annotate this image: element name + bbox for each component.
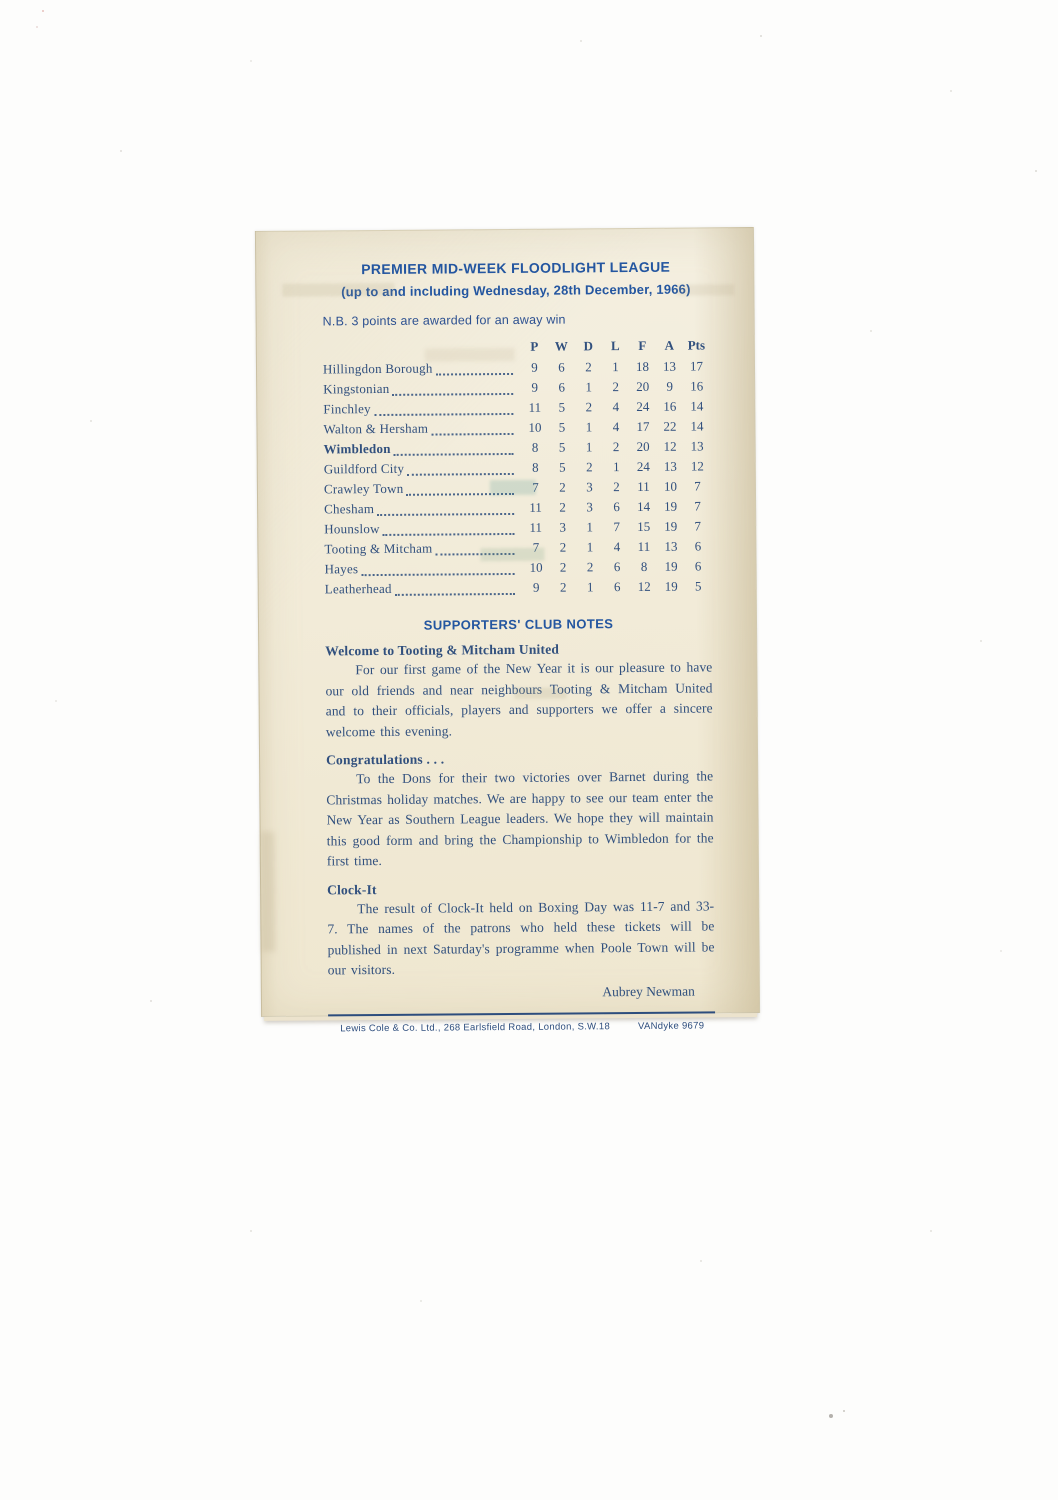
stat-lost: 4 — [613, 539, 621, 555]
stat-played: 7 — [532, 479, 539, 495]
stat-played: 11 — [528, 399, 542, 415]
stat-won: 5 — [558, 419, 566, 435]
stat-drawn: 1 — [585, 419, 593, 435]
stat-against: 16 — [663, 398, 677, 414]
stat-for: 11 — [637, 478, 650, 494]
stat-lost: 4 — [612, 419, 620, 435]
stat-drawn: 1 — [585, 439, 593, 455]
dotted-leader — [407, 472, 514, 476]
league-table — [323, 337, 712, 601]
printer-phone: VANdyke 9679 — [637, 1019, 705, 1032]
stat-against: 12 — [663, 438, 677, 454]
footer-divider — [328, 1011, 715, 1016]
team-name: Kingstonian — [323, 380, 390, 397]
col-header-points: Pts — [687, 337, 706, 353]
stat-lost: 2 — [613, 479, 620, 495]
stat-played: 7 — [532, 539, 540, 555]
stat-won: 2 — [559, 579, 567, 595]
dotted-leader — [377, 512, 514, 516]
stat-for: 24 — [636, 458, 650, 474]
stat-points: 14 — [690, 398, 704, 414]
dotted-leader — [394, 452, 514, 456]
dotted-leader — [431, 432, 513, 436]
notes-section-clock-it — [327, 879, 715, 981]
stat-for: 15 — [637, 518, 651, 534]
stat-played: 9 — [532, 579, 540, 595]
dotted-leader — [395, 592, 515, 596]
section-title: Clock-It — [327, 881, 377, 897]
header-spacer — [323, 351, 521, 353]
stat-against: 19 — [664, 498, 678, 514]
stat-played: 8 — [531, 439, 539, 455]
stat-played: 9 — [531, 379, 538, 395]
stat-lost: 2 — [612, 379, 619, 395]
stat-against: 19 — [664, 558, 678, 574]
stat-for: 24 — [636, 398, 650, 414]
stat-won: 6 — [558, 379, 565, 395]
team-name: Hayes — [324, 561, 359, 577]
notes-section-welcome — [325, 640, 713, 742]
stat-won: 5 — [558, 459, 566, 475]
stat-lost: 1 — [612, 459, 620, 475]
stat-won: 3 — [559, 519, 567, 535]
dotted-leader — [383, 532, 515, 536]
stat-drawn: 3 — [586, 499, 593, 515]
stat-drawn: 2 — [586, 559, 594, 575]
stat-lost: 2 — [612, 439, 620, 455]
dotted-leader — [374, 412, 514, 416]
team-name: Hillingdon Borough — [322, 360, 433, 377]
signature: Aubrey Newman — [602, 983, 695, 999]
stat-won: 2 — [559, 539, 567, 555]
stat-won: 2 — [559, 479, 566, 495]
dotted-leader — [406, 492, 514, 496]
dotted-leader — [436, 372, 513, 376]
notes-section-congratulations — [326, 749, 714, 872]
away-win-note: N.B. 3 points are awarded for an away win — [322, 312, 566, 329]
col-header-played: P — [530, 338, 539, 354]
stat-for: 17 — [636, 418, 650, 434]
stat-for: 12 — [637, 578, 651, 594]
stat-played: 11 — [529, 499, 542, 515]
stat-lost: 6 — [613, 579, 621, 595]
team-name: Wimbledon — [323, 440, 391, 457]
team-name: Chesham — [324, 501, 375, 517]
table-header-row — [323, 337, 710, 356]
stat-played: 10 — [529, 559, 543, 575]
stat-lost: 4 — [612, 399, 620, 415]
printer-address: Lewis Cole & Co. Ltd., 268 Earlsfield Road, London, S.W.18 — [340, 1020, 611, 1034]
section-title: Welcome to Tooting & Mitcham United — [325, 641, 560, 659]
dotted-leader — [361, 572, 514, 576]
stat-drawn: 1 — [586, 539, 594, 555]
stat-lost: 7 — [613, 519, 621, 535]
supporters-club-notes-heading: SUPPORTERS' CLUB NOTES — [423, 616, 614, 633]
team-name: Hounslow — [324, 521, 380, 537]
col-header-lost: L — [610, 338, 620, 354]
stat-drawn: 1 — [586, 579, 594, 595]
stat-drawn: 1 — [586, 519, 594, 535]
section-body: For our first game of the New Year it is our pleasure to have our old friends and near neighbours Tooting & Mitcham United and to their officials, players and supporters we offer a sincere welcome this evening. — [325, 659, 713, 739]
col-header-for: F — [638, 337, 647, 353]
stat-for: 14 — [637, 498, 651, 514]
team-name: Tooting & Mitcham — [324, 540, 433, 557]
stat-played: 10 — [528, 419, 542, 435]
stat-points: 5 — [694, 578, 702, 594]
page-title: PREMIER MID-WEEK FLOODLIGHT LEAGUE — [361, 258, 671, 278]
stat-points: 14 — [690, 418, 704, 434]
stat-won: 2 — [559, 499, 566, 515]
stat-points: 6 — [694, 538, 702, 554]
paper-crease — [261, 832, 276, 952]
team-name: Walton & Hersham — [323, 420, 429, 437]
col-header-won: W — [554, 338, 568, 354]
stat-against: 13 — [662, 358, 677, 374]
stat-for: 8 — [640, 558, 648, 574]
team-name: Crawley Town — [323, 480, 404, 497]
stat-drawn: 2 — [585, 399, 593, 415]
team-name: Leatherhead — [324, 580, 392, 597]
page-subtitle: (up to and including Wednesday, 28th December, 1966) — [341, 281, 691, 300]
stat-lost: 1 — [612, 359, 619, 375]
stat-points: 12 — [690, 458, 704, 474]
stat-points: 6 — [694, 558, 702, 574]
stat-drawn: 2 — [585, 359, 592, 375]
stat-against: 19 — [664, 578, 678, 594]
stat-drawn: 1 — [585, 379, 592, 395]
team-name: Finchley — [323, 401, 371, 417]
stat-played: 9 — [531, 359, 538, 375]
stat-points: 7 — [694, 518, 702, 534]
section-title: Congratulations . . . — [326, 751, 445, 768]
stat-for: 18 — [635, 358, 650, 374]
stat-against: 10 — [663, 478, 677, 494]
scanner-dust-specks — [0, 0, 2, 2]
stat-for: 20 — [636, 378, 650, 394]
stat-against: 13 — [664, 538, 678, 554]
table-body — [323, 358, 712, 601]
col-header-against: A — [664, 337, 675, 353]
stat-drawn: 2 — [585, 459, 593, 475]
team-name: Guildford City — [323, 460, 405, 477]
section-body: The result of Clock-It held on Boxing Day was 11-7 and 33-7. The names of the patrons who held these tickets will be published in next Saturday's programme when Poole Town will be our visitors. — [327, 897, 715, 978]
stat-won: 2 — [559, 559, 567, 575]
dotted-leader — [393, 392, 514, 396]
printer-credit — [328, 1020, 715, 1034]
stat-against: 13 — [663, 458, 677, 474]
stat-for: 20 — [636, 438, 650, 454]
stat-points: 16 — [690, 378, 704, 394]
stat-drawn: 3 — [586, 479, 593, 495]
stat-won: 5 — [558, 399, 566, 415]
stat-points: 13 — [690, 438, 704, 454]
stat-points: 7 — [694, 498, 701, 514]
section-body: To the Dons for their two victories over Barnet during the Christmas holiday matches. We are happy to see our team enter the New Year as Southern League leaders. We hope they will maintain this good form and bring the Championship to Wimbledon for the first time. — [326, 768, 714, 869]
stat-played: 11 — [529, 519, 543, 535]
table-row — [325, 578, 712, 601]
stat-points: 17 — [689, 358, 704, 374]
stat-won: 6 — [558, 359, 565, 375]
stat-lost: 6 — [613, 499, 620, 515]
stat-against: 9 — [666, 378, 673, 394]
programme-page — [255, 227, 760, 1034]
col-header-drawn: D — [583, 338, 594, 354]
stat-for: 11 — [637, 538, 651, 554]
dotted-leader — [436, 552, 515, 556]
stat-lost: 6 — [613, 559, 621, 575]
stat-points: 7 — [694, 478, 701, 494]
stat-played: 8 — [531, 459, 539, 475]
stat-won: 5 — [558, 439, 566, 455]
stat-against: 19 — [664, 518, 678, 534]
stat-against: 22 — [663, 418, 677, 434]
